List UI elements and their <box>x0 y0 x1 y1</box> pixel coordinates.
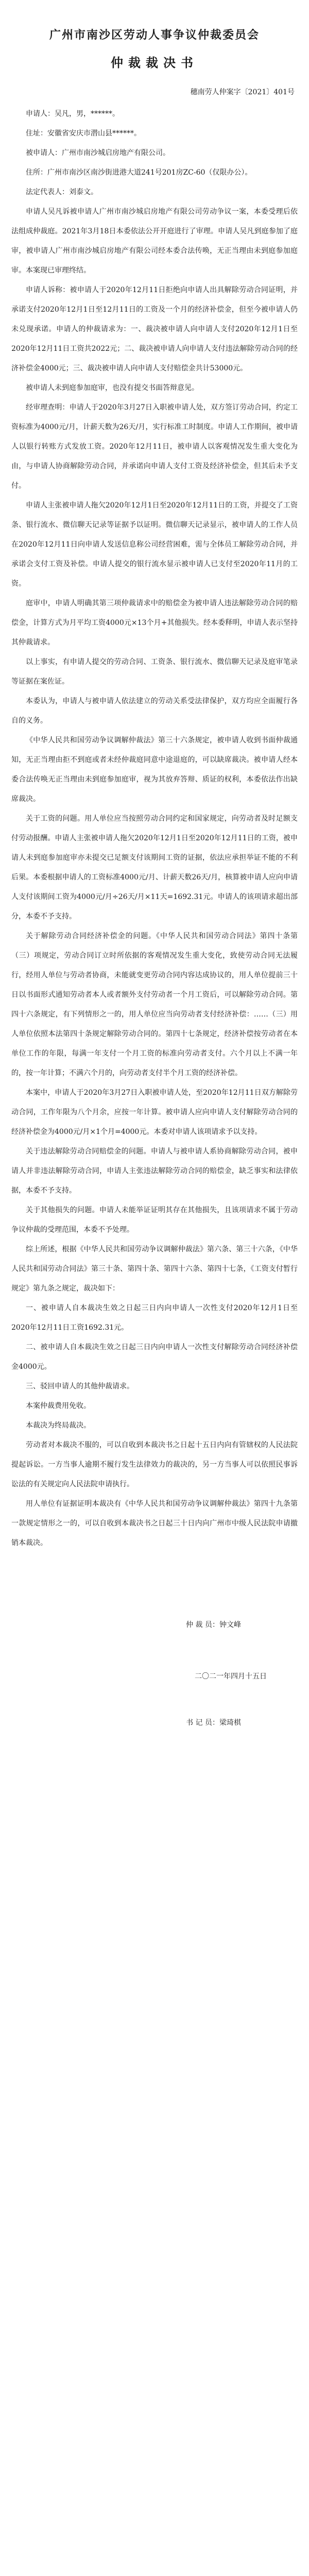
body-section <box>11 202 298 1553</box>
paragraph: 关于工资的问题。用人单位应当按照劳动合同约定和国家规定，向劳动者及时足额支付劳动报酬。申请人主张被申请人拖欠2020年12月1日至2020年12月11日的工资，被申请人未到庭参加庭审亦未提交已足额支付该期间工资的证据，依法应承担举证不能的不利后果。本委根据申请人的工资标准4000元/月、计薪天数26天/月，核算被申请人应向申请人支付该期间工资为4000元/月÷26天/月×11天=1692.31元。申请人的该项请求超出部分，本委不予支持。 <box>11 815 298 921</box>
paragraph: 关于其他损失的问题。申请人未能举证证明其存在其他损失，且该项请求不属于劳动争议仲裁的受理范围，本委不予处理。 <box>11 1206 298 1234</box>
case-number: 穗南劳人仲案字〔2021〕401号 <box>190 88 295 96</box>
committee-title: 广州市南沙区劳动人事争议仲裁委员会 <box>49 28 260 42</box>
applicant-address: 住址：安徽省安庆市潜山县******。 <box>26 129 141 138</box>
paragraph: 关于违法解除劳动合同赔偿金的问题。申请人与被申请人系协商解除劳动合同，被申请人并非违法解除劳动合同，申请人主张违法解除劳动合同的赔偿金，缺乏事实和法律依据，本委不予支持。 <box>11 1147 298 1195</box>
paragraph: 综上所述，根据《中华人民共和国劳动争议调解仲裁法》第六条、第三十六条，《中华人民共和国劳动合同法》第三十条、第四十条、第四十六条、第四十七条，《工资支付暂行规定》第九条之规定，裁决如下： <box>11 1245 298 1293</box>
paragraph: 用人单位有证据证明本裁决有《中华人民共和国劳动争议调解仲裁法》第四十九条第一款规定情形之一的，可以自收到本裁决书之日起三十日内向广州市中级人民法院申请撤销本裁决。 <box>11 1500 298 1547</box>
paragraph: 本委认为，申请人与被申请人依法建立的劳动关系受法律保护，双方均应全面履行各自的义务。 <box>11 697 298 725</box>
clerk-signature: 书 记 员：梁琦棋 <box>186 1719 241 1727</box>
paragraph: 本裁决为终局裁决。 <box>26 1421 91 1430</box>
applicant-line: 申请人：吴凡，男，******。 <box>26 110 119 118</box>
parties-section <box>11 104 298 202</box>
paragraph: 申请人诉称：被申请人于2020年12月11日拒绝向申请人出具解除劳动合同证明，并承诺支付2020年12月1日至12月11日的工资及一个月的经济补偿金，但至今被申请人仍未兑现承诺。申请人的仲裁请求为：一、裁决被申请人向申请人支付2020年12月1日至2020年12月11日工资共2022元；二、裁决被申请人向申请人支付违法解除劳动合同的经济补偿金4000元；三、裁决被申请人向申请人支付赔偿金共计53000元。 <box>11 286 298 372</box>
paragraph: 关于解除劳动合同经济补偿金的问题。《中华人民共和国劳动合同法》第四十条第（三）项规定，劳动合同订立时所依据的客观情况发生重大变化，致使劳动合同无法履行，经用人单位与劳动者协商，未能就变更劳动合同内容达成协议的，用人单位提前三十日以书面形式通知劳动者本人或者额外支付劳动者一个月工资后，可以解除劳动合同。第四十六条规定，有下列情形之一的，用人单位应当向劳动者支付经济补偿：……（三）用人单位依照本法第四十条规定解除劳动合同的。第四十七条规定，经济补偿按劳动者在本单位工作的年限，每满一年支付一个月工资的标准向劳动者支付。六个月以上不满一年的，按一年计算；不满六个月的，向劳动者支付半个月工资的经济补偿。 <box>11 932 298 1077</box>
paragraph: 本案仲裁费用免收。 <box>26 1402 91 1410</box>
paragraph: 申请人主张被申请人拖欠2020年12月1日至2020年12月11日的工资，并提交了工资条、银行流水、微信聊天记录等证据予以证明。微信聊天记录显示，被申请人的工作人员在2020年12月11日向申请人发送信息称公司经营困难，需与全体员工解除劳动合同，并承诺会支付工资及补偿。申请人提交的银行流水显示被申请人已支付至2020年11月的工资。 <box>11 501 298 588</box>
ruling-item-2: 二、被申请人自本裁决生效之日起三日内向申请人一次性支付解除劳动合同经济补偿金4000元。 <box>11 1343 298 1371</box>
document-title: 仲裁裁决书 <box>111 55 198 70</box>
ruling-item-3: 三、驳回申请人的其他仲裁请求。 <box>26 1382 134 1391</box>
signature-section <box>11 1615 298 1733</box>
paragraph: 庭审中，申请人明确其第三项仲裁请求中的赔偿金为被申请人违法解除劳动合同的赔偿金，计算方式为月平均工资4000元×13个月+其他损失。经本委释明，申请人表示坚持其仲裁请求。 <box>11 599 298 647</box>
paragraph: 申请人吴凡诉被申请人广州市南沙城启房地产有限公司劳动争议一案，本委受理后依法组成仲裁庭。2021年3月18日本委依法公开开庭进行了审理。申请人吴凡到庭参加了庭审，被申请人广州市南沙城启房地产有限公司经本委合法传唤，无正当理由未到庭参加庭审。本案现已审理终结。 <box>11 208 298 275</box>
respondent-address: 住所：广州市南沙区南沙街进港大道241号201房ZC-60（仅限办公）。 <box>26 168 252 177</box>
legal-representative: 法定代表人：刘泰文。 <box>26 188 98 196</box>
paragraph: 本案中，申请人于2020年3月27日入职被申请人处，至2020年12月11日双方解除劳动合同，工作年限为八个月余，应按一年计算。被申请人应向申请人支付解除劳动合同的经济补偿金为4000元/月×1个月=4000元。本委对申请人该项请求予以支持。 <box>11 1089 298 1136</box>
arbitrator-signature: 仲 裁 员：钟文峰 <box>186 1621 241 1629</box>
paragraph: 《中华人民共和国劳动争议调解仲裁法》第三十六条规定，被申请人收到书面仲裁通知，无正当理由拒不到庭或者未经仲裁庭同意中途退庭的，可以缺席裁决。被申请人经本委合法传唤无正当理由未到庭参加庭审，视为其放弃答辩、质证的权利，本委依法作出缺席裁决。 <box>11 736 298 803</box>
respondent-line: 被申请人：广州市南沙城启房地产有限公司。 <box>26 149 170 157</box>
paragraph: 劳动者对本裁决不服的，可以自收到本裁决书之日起十五日内向有管辖权的人民法院提起诉讼。一方当事人逾期不履行发生法律效力的裁决的，另一方当事人可以依照民事诉讼法的有关规定向人民法院申请执行。 <box>11 1441 298 1488</box>
award-date: 二〇二一年四月十五日 <box>195 1672 267 1681</box>
paragraph: 以上事实，有申请人提交的劳动合同、工资条、银行流水、微信聊天记录及庭审笔录等证据在案佐证。 <box>11 658 298 686</box>
paragraph: 经审理查明：申请人于2020年3月27日入职被申请人处，双方签订劳动合同，约定工资标准为4000元/月，计薪天数为26天/月，实行标准工时制度。申请人工作期间，被申请人以银行转账方式发放工资。2020年12月11日，被申请人以客观情况发生重大变化为由，与申请人协商解除劳动合同，并承诺向申请人支付工资及经济补偿金，但其后未予支付。 <box>11 403 298 490</box>
paragraph: 被申请人未到庭参加庭审，也没有提交书面答辩意见。 <box>26 384 199 392</box>
ruling-item-1: 一、被申请人自本裁决生效之日起三日内向申请人一次性支付2020年12月1日至2020年12月11日工资1692.31元。 <box>11 1304 298 1332</box>
